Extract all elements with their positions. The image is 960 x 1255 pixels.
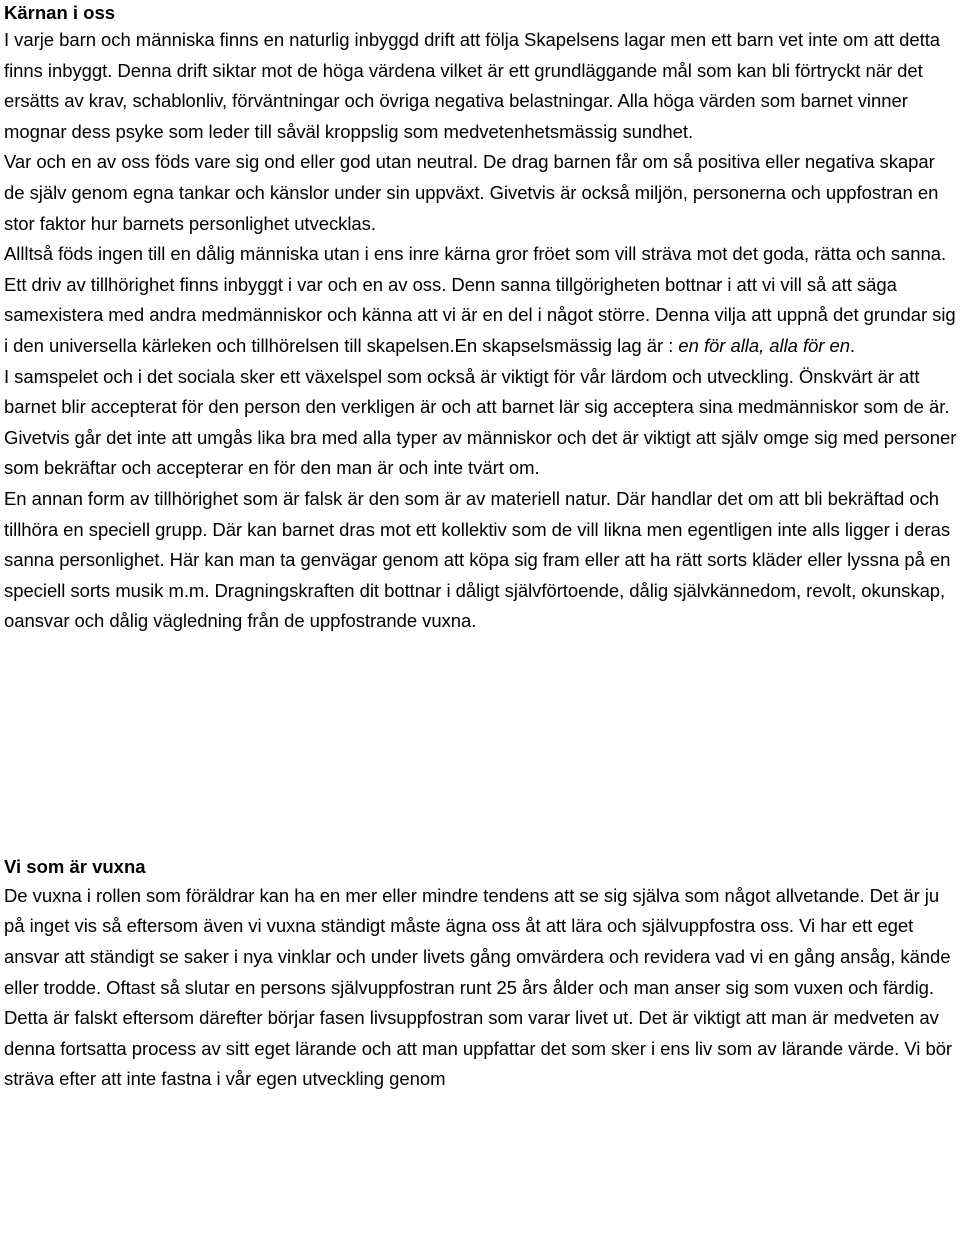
section-heading: Kärnan i oss	[4, 2, 116, 23]
motto-period: .	[849, 334, 856, 356]
section-vi-som-ar-vuxna	[4, 853, 958, 1095]
section-spacer	[4, 637, 958, 853]
section-karnan-i-oss	[4, 0, 958, 637]
motto-italic: en för alla, alla för en	[678, 334, 850, 356]
paragraph-with-motto	[4, 239, 958, 361]
paragraph-text: Allltså föds ingen till en dålig människa utan i ens inre kärna gror fröet som vill sträva mot det goda, rätta och sanna. Ett driv av tillhörighet finns inbyggt i var och en av oss. Denn sanna tillgörigheten bottnar i att vi vill så att säga samexistera med andra medmänniskor och känna att vi är en del i något större. Denna vilja att uppnå det grundar sig i den universella kärleken och tillhörelsen till skapelsen.En skapselsmässig lag är :	[4, 243, 956, 356]
paragraph: De vuxna i rollen som föräldrar kan ha en mer eller mindre tendens att se sig själva som något allvetande. Det är ju på inget vis så eftersom även vi vuxna ständigt måste ägna oss åt att lära och självuppfostra oss. Vi har ett eget ansvar att ständigt se saker i nya vinklar och under livets gång omvärdera och revidera vad vi en gång ansåg, kände eller trodde. Oftast så slutar en persons självuppfostran runt 25 års ålder och man anser sig som vuxen och färdig. Detta är falskt eftersom därefter börjar fasen livsuppfostran som varar livet ut. Det är viktigt att man är medveten av denna fortsatta process av sitt eget lärande och att man uppfattar det som sker i ens liv som av lärande värde. Vi bör sträva efter att inte fastna i vår egen utveckling genom	[4, 884, 953, 1090]
paragraph: I varje barn och människa finns en naturlig inbyggd drift att följa Skapelsens lagar men ett barn vet inte om att detta finns inbyggt. Denna drift siktar mot de höga värdena vilket är ett grundläggande mål som kan bli förtryckt när det ersätts av krav, schablonliv, förväntningar och övriga negativa belastningar. Alla höga värden som barnet vinner mognar dess psyke som leder till såväl kroppslig som medvetenhetsmässig sundhet.	[4, 29, 941, 142]
section-heading: Vi som är vuxna	[4, 855, 146, 877]
paragraph: En annan form av tillhörighet som är falsk är den som är av materiell natur. Där handlar det om att bli bekräftad och tillhöra en speciell grupp. Där kan barnet dras mot ett kollektiv som de vill likna men egentligen inte alls ligger i deras sanna personlighet. Här kan man ta genvägar genom att köpa sig fram eller att ha rätt sorts kläder eller lyssna på en speciell sorts musik m.m. Dragningskraften dit bottnar i dåligt självförtoende, dålig självkännedom, revolt, okunskap, oansvar och dålig vägledning från de uppfostrande vuxna.	[4, 487, 951, 632]
paragraph: Var och en av oss föds vare sig ond eller god utan neutral. De drag barnen får om så positiva eller negativa skapar de själv genom egna tankar och känslor under sin uppväxt. Givetvis är också miljön, personerna och uppfostran en stor faktor hur barnets personlighet utvecklas.	[4, 151, 939, 234]
paragraph: I samspelet och i det sociala sker ett växelspel som också är viktigt för vår lärdom och utveckling. Önskvärt är att barnet blir accepterat för den person den verkligen är och att barnet lär sig acceptera sina medmänniskor som de är. Givetvis går det inte att umgås lika bra med alla typer av människor och det är viktigt att själv omge sig med personer som bekräftar och accepterar en för den man är och inte tvärt om.	[4, 365, 957, 479]
document-page	[4, 0, 958, 1095]
